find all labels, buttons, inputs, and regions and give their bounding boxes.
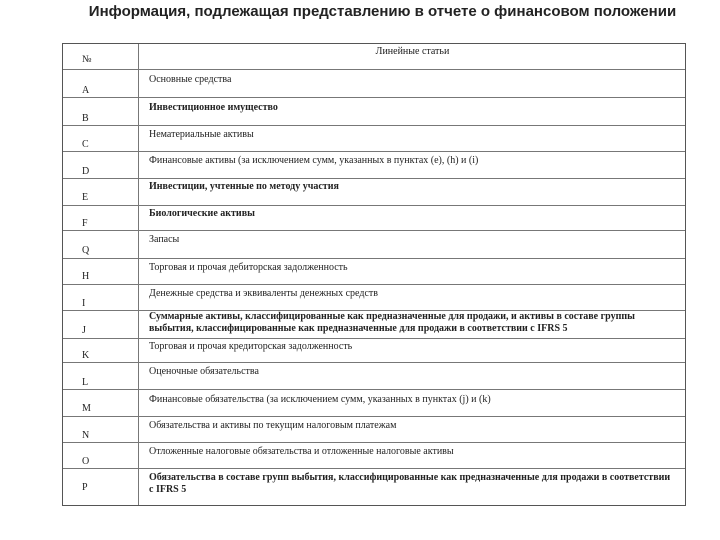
row-divider bbox=[63, 69, 685, 70]
row-divider bbox=[63, 151, 685, 152]
row-divider bbox=[63, 338, 685, 339]
row-j-code: J bbox=[82, 325, 86, 336]
row-j-text: Суммарные активы, классифицированные как предназначенные для продажи, и активы в составе группы выбытия, классифицированные как предназначенные для продажи в соответствии с IFRS 5 bbox=[149, 311, 635, 334]
row-d-text: Финансовые активы (за исключением сумм, указанных в пунктах (e), (h) и (i) bbox=[149, 155, 479, 166]
row-divider bbox=[63, 442, 685, 443]
row-q-code: Q bbox=[82, 245, 90, 256]
row-divider bbox=[63, 362, 685, 363]
row-i-code: I bbox=[82, 298, 86, 309]
row-p-text: Обязательства в составе групп выбытия, классифицированные как предназначенные для продажи в соответствии с IFRS 5 bbox=[149, 472, 671, 495]
row-f-code: F bbox=[82, 218, 88, 229]
page-title: Информация, подлежащая представлению в отчете о финансовом положении bbox=[88, 3, 677, 20]
row-a-code: A bbox=[82, 85, 90, 96]
row-k-text: Торговая и прочая кредиторская задолженность bbox=[149, 341, 353, 352]
column-divider bbox=[138, 44, 139, 505]
row-h-code: H bbox=[82, 271, 90, 282]
header-number: № bbox=[82, 54, 92, 65]
row-m-text: Финансовые обязательства (за исключением сумм, указанных в пунктах (j) и (k) bbox=[149, 394, 491, 405]
line-items-table bbox=[62, 43, 686, 506]
row-b-code: B bbox=[82, 113, 89, 124]
row-divider bbox=[63, 284, 685, 285]
row-o-text: Отложенные налоговые обязательства и отложенные налоговые активы bbox=[149, 446, 454, 457]
row-n-text: Обязательства и активы по текущим налоговым платежам bbox=[149, 420, 397, 431]
row-c-code: C bbox=[82, 139, 89, 150]
row-e-text: Инвестиции, учтенные по методу участия bbox=[149, 181, 339, 192]
row-q-text: Запасы bbox=[149, 234, 180, 245]
row-n-code: N bbox=[82, 430, 90, 441]
row-h-text: Торговая и прочая дебиторская задолженность bbox=[149, 262, 348, 273]
row-o-code: O bbox=[82, 456, 90, 467]
row-divider bbox=[63, 178, 685, 179]
row-divider bbox=[63, 258, 685, 259]
row-d-code: D bbox=[82, 166, 90, 177]
row-i-text: Денежные средства и эквиваленты денежных средств bbox=[149, 288, 378, 299]
row-p-code: P bbox=[82, 482, 88, 493]
row-divider bbox=[63, 97, 685, 98]
row-divider bbox=[63, 416, 685, 417]
header-line-items: Линейные статьи bbox=[375, 46, 450, 57]
row-l-text: Оценочные обязательства bbox=[149, 366, 259, 377]
row-k-code: K bbox=[82, 350, 90, 361]
row-divider bbox=[63, 230, 685, 231]
row-l-code: L bbox=[82, 377, 89, 388]
row-f-text: Биологические активы bbox=[149, 208, 255, 219]
row-m-code: M bbox=[82, 403, 91, 414]
row-e-code: E bbox=[82, 192, 89, 203]
row-divider bbox=[63, 389, 685, 390]
row-b-text: Инвестиционное имущество bbox=[149, 102, 278, 113]
row-divider bbox=[63, 205, 685, 206]
row-c-text: Нематериальные активы bbox=[149, 129, 254, 140]
row-divider bbox=[63, 125, 685, 126]
row-divider bbox=[63, 468, 685, 469]
row-a-text: Основные средства bbox=[149, 74, 232, 85]
